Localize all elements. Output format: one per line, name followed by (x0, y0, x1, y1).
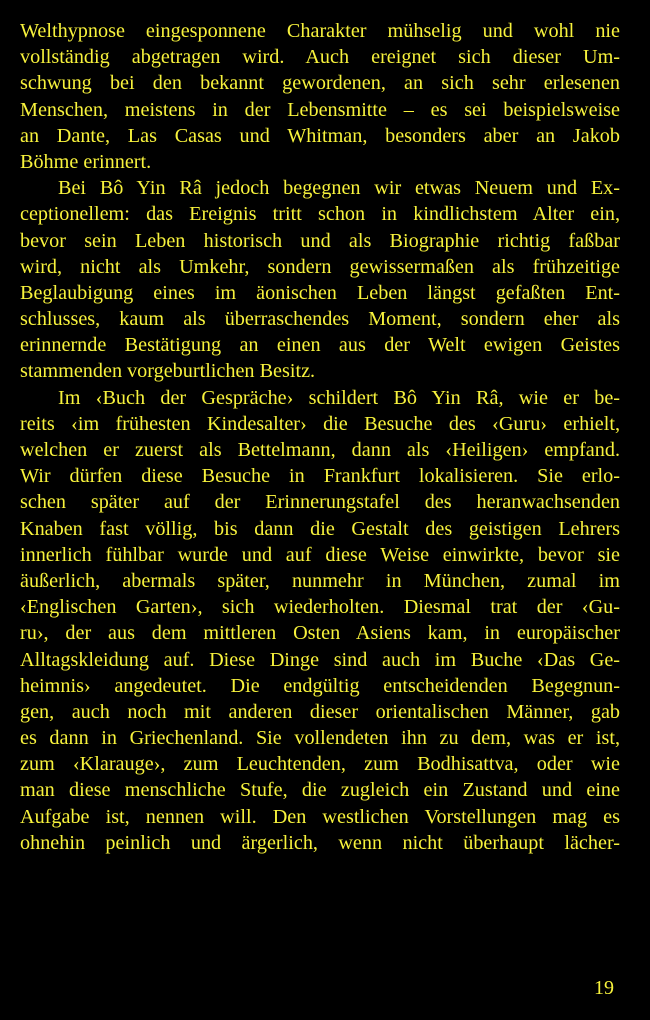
text-line: man diese menschliche Stufe, die zugleich ein Zustand und eine (20, 779, 620, 802)
text-line: es dann in Griechenland. Sie vollendeten ihn zu dem, was er ist, (20, 727, 620, 750)
text-line: Alltagskleidung auf. Diese Dinge sind auch im Buche ‹Das Ge- (20, 648, 620, 671)
text-line: Beglaubigung eines im äonischen Leben längst gefaßten Ent- (20, 281, 620, 304)
text-line: zum ‹Klarauge›, zum Leuchtenden, zum Bodhisattva, oder wie (20, 753, 620, 776)
page-number: 19 (594, 977, 614, 999)
text-line: Bei Bô Yin Râ jedoch begegnen wir etwas Neuem und Ex- (58, 177, 620, 200)
text-line: heimnis› angedeutet. Die endgültig entscheidenden Begegnun- (20, 674, 620, 697)
text-line: reits ‹im frühesten Kindesalter› die Besuche des ‹Guru› erhielt, (20, 412, 620, 435)
text-line: wird, nicht als Umkehr, sondern gewissermaßen als frühzeitige (20, 255, 620, 278)
text-line: ‹Englischen Garten›, sich wiederholten. Diesmal trat der ‹Gu- (20, 596, 620, 619)
text-line: stammenden vorgeburtlichen Besitz. (20, 360, 316, 383)
text-line: gen, auch noch mit anderen dieser orientalischen Männer, gab (20, 700, 620, 723)
text-line: an Dante, Las Casas und Whitman, besonders aber an Jakob (20, 124, 620, 147)
text-line: vollständig abgetragen wird. Auch ereignet sich dieser Um- (20, 46, 620, 69)
text-line: Menschen, meistens in der Lebensmitte – es sei beispielsweise (20, 98, 620, 121)
page-body (20, 18, 620, 856)
text-line: Knaben fast völlig, bis dann die Gestalt des geistigen Lehrers (20, 517, 620, 540)
text-line: schlusses, kaum als überraschendes Moment, sondern eher als (20, 308, 620, 331)
text-line: Wir dürfen diese Besuche in Frankfurt lokalisieren. Sie erlo- (20, 465, 620, 488)
text-line: äußerlich, abermals später, nunmehr in München, zumal im (20, 569, 620, 592)
text-line: welchen er zuerst als Bettelmann, dann als ‹Heiligen› empfand. (20, 439, 620, 461)
text-line: ohnehin peinlich und ärgerlich, wenn nicht überhaupt lächer- (20, 831, 620, 854)
text-line: ru›, der aus dem mittleren Osten Asiens kam, in europäischer (20, 622, 620, 645)
text-line: erinnernde Bestätigung an einen aus der Welt ewigen Geistes (20, 334, 620, 357)
text-line: Welthypnose eingesponnene Charakter mühselig und wohl nie (20, 20, 620, 42)
text-line: bevor sein Leben historisch und als Biographie richtig faßbar (20, 229, 620, 252)
text-line: ceptionellem: das Ereignis tritt schon in kindlichstem Alter ein, (20, 203, 620, 226)
text-line: Böhme erinnert. (20, 150, 152, 173)
text-line: Im ‹Buch der Gespräche› schildert Bô Yin Râ, wie er be- (58, 386, 620, 409)
text-line: schen später auf der Erinnerungstafel des heranwachsenden (20, 491, 620, 514)
text-line: innerlich fühlbar wurde und auf diese Weise einwirkte, bevor sie (20, 543, 620, 566)
text-line: Aufgabe ist, nennen will. Den westlichen Vorstellungen mag es (20, 805, 620, 828)
text-line: schwung bei den bekannt gewordenen, an sich sehr erlesenen (20, 72, 620, 95)
